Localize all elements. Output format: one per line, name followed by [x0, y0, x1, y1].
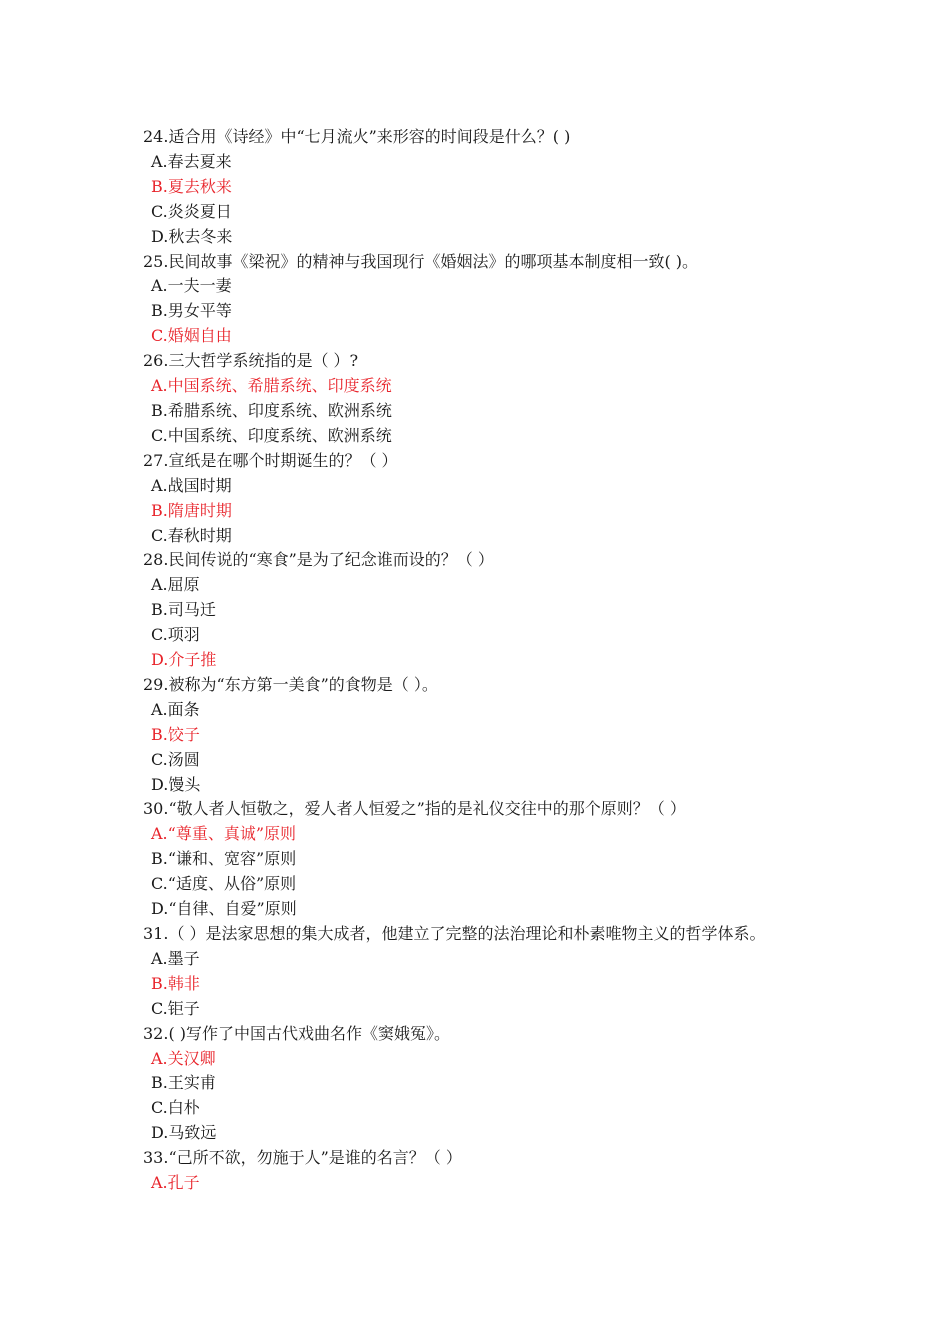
question-block: [143, 250, 813, 350]
answer-option: C.中国系统、印度系统、欧洲系统: [151, 425, 392, 445]
answer-option: A.屈原: [151, 575, 200, 595]
question-text: 30.“敬人者人恒敬之，爱人者人恒爱之”指的是礼仪交往中的那个原则？（ ）: [143, 799, 686, 819]
correct-answer-option: D.介子推: [151, 650, 217, 670]
answer-option: B.“谦和、宽容”原则: [151, 849, 297, 869]
question-text: 26.三大哲学系统指的是（ ）?: [143, 351, 359, 371]
correct-answer-option: B.韩非: [151, 973, 200, 993]
correct-answer-option: A.孔子: [151, 1173, 200, 1193]
answer-option: C.汤圆: [151, 749, 200, 769]
question-text: 28.民间传说的“寒食”是为了纪念谁而设的？（ ）: [143, 550, 494, 570]
question-text: 32.( )写作了中国古代戏曲名作《窦娥冤》。: [143, 1023, 451, 1043]
answer-option: B.男女平等: [151, 301, 232, 321]
answer-option: C.春秋时期: [151, 525, 232, 545]
answer-option: C.炎炎夏日: [151, 201, 232, 221]
question-block: [143, 449, 813, 549]
question-text: 24.适合用《诗经》中“七月流火”来形容的时间段是什么？( ): [143, 127, 571, 146]
question-block: [143, 797, 813, 922]
answer-option: D.秋去冬来: [151, 226, 233, 246]
correct-answer-option: C.婚姻自由: [151, 326, 232, 346]
answer-option: C.“适度、从俗”原则: [151, 874, 297, 894]
question-block: [143, 125, 813, 250]
question-list: [143, 125, 813, 1196]
answer-option: B.希腊系统、印度系统、欧洲系统: [151, 400, 392, 420]
correct-answer-option: B.饺子: [151, 724, 200, 744]
answer-option: C.项羽: [151, 625, 200, 645]
answer-option: A.战国时期: [151, 475, 232, 495]
answer-option: D.“自律、自爱”原则: [151, 899, 297, 919]
question-text: 31.（ ）是法家思想的集大成者，他建立了完整的法治理论和朴素唯物主义的哲学体系。: [143, 924, 766, 943]
answer-option: B.王实甫: [151, 1073, 216, 1093]
question-text: 33.“己所不欲，勿施于人”是谁的名言？（ ）: [143, 1148, 462, 1168]
correct-answer-option: B.夏去秋来: [151, 176, 232, 196]
answer-option: A.面条: [151, 699, 200, 719]
answer-option: C.白朴: [151, 1098, 200, 1118]
answer-option: D.馒头: [151, 774, 201, 794]
question-text: 29.被称为“东方第一美食”的食物是（ ）。: [143, 674, 438, 694]
answer-option: B.司马迁: [151, 600, 216, 620]
correct-answer-option: A.关汉卿: [151, 1048, 216, 1068]
answer-option: D.马致远: [151, 1123, 217, 1143]
question-block: [143, 548, 813, 673]
correct-answer-option: B.隋唐时期: [151, 500, 232, 520]
correct-answer-option: A.“尊重、真诚”原则: [151, 824, 297, 844]
answer-option: A.一夫一妻: [151, 276, 232, 296]
answer-option: A.墨子: [151, 948, 200, 968]
question-block: [143, 1146, 813, 1196]
question-block: [143, 673, 813, 798]
answer-option: A.春去夏来: [151, 151, 232, 171]
answer-option: C.钜子: [151, 998, 200, 1018]
question-text: 25.民间故事《梁祝》的精神与我国现行《婚姻法》的哪项基本制度相一致( )。: [143, 251, 699, 271]
correct-answer-option: A.中国系统、希腊系统、印度系统: [151, 376, 392, 396]
question-text: 27.宣纸是在哪个时期诞生的？（ ）: [143, 450, 398, 470]
question-block: [143, 1022, 813, 1147]
question-block: [143, 349, 813, 449]
question-block: [143, 922, 813, 1022]
